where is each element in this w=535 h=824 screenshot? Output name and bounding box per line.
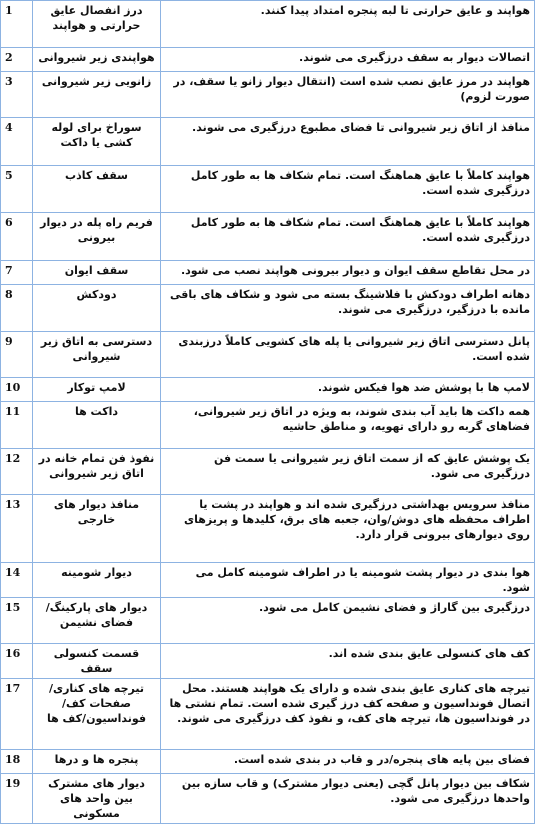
row-location: سقف ایوان bbox=[33, 261, 161, 285]
table-row bbox=[1, 378, 535, 402]
row-number: 16 bbox=[1, 644, 33, 679]
table-row bbox=[1, 213, 535, 261]
row-number: 9 bbox=[1, 332, 33, 378]
row-description: یک پوشش عایق که از سمت اتاق زیر شیروانی یا سمت فن درزگیری می شود. bbox=[161, 449, 535, 495]
row-location: فریم راه پله در دیوار بیرونی bbox=[33, 213, 161, 261]
row-description: هواپند کاملاً با عایق هماهنگ است. تمام شکاف ها به طور کامل درزگیری شده است. bbox=[161, 213, 535, 261]
table-row bbox=[1, 261, 535, 285]
table-body bbox=[1, 1, 535, 824]
row-description: اتصالات دیوار به سقف درزگیری می شوند. bbox=[161, 48, 535, 72]
row-description: در محل تقاطع سقف ایوان و دیوار بیرونی هواپند نصب می شود. bbox=[161, 261, 535, 285]
row-number: 18 bbox=[1, 750, 33, 774]
row-location: دودکش bbox=[33, 285, 161, 332]
row-number: 7 bbox=[1, 261, 33, 285]
row-location: داکت ها bbox=[33, 402, 161, 449]
row-number: 11 bbox=[1, 402, 33, 449]
table-row bbox=[1, 402, 535, 449]
row-number: 13 bbox=[1, 495, 33, 563]
table-row bbox=[1, 1, 535, 48]
table-row bbox=[1, 332, 535, 378]
row-number: 3 bbox=[1, 72, 33, 118]
row-location: دسترسی به اتاق زیر شیروانی bbox=[33, 332, 161, 378]
row-number: 17 bbox=[1, 679, 33, 750]
row-location: پنجره ها و درها bbox=[33, 750, 161, 774]
row-location: دیوار شومینه bbox=[33, 563, 161, 598]
row-description: هواپند و عایق حرارتی تا لبه پنجره امتداد پیدا کنند. bbox=[161, 1, 535, 48]
row-number: 1 bbox=[1, 1, 33, 48]
row-description: هواپند در مرز عایق نصب شده است (انتقال دیوار زانو یا سقف، در صورت لزوم) bbox=[161, 72, 535, 118]
row-description: هوا بندی در دیوار پشت شومینه یا در اطراف شومینه کامل می شود. bbox=[161, 563, 535, 598]
row-location: درز انفصال عایق حرارتی و هواپند bbox=[33, 1, 161, 48]
row-location: دیوار های مشترک بین واحد های مسکونی bbox=[33, 774, 161, 824]
table-row bbox=[1, 774, 535, 824]
row-number: 6 bbox=[1, 213, 33, 261]
row-number: 4 bbox=[1, 118, 33, 166]
row-number: 15 bbox=[1, 598, 33, 644]
row-location: زانویی زیر شیروانی bbox=[33, 72, 161, 118]
table-row bbox=[1, 285, 535, 332]
row-description: دهانه اطراف دودکش با فلاشینگ بسته می شود و شکاف های باقی مانده با درزگیر، درزگیری می شوند. bbox=[161, 285, 535, 332]
table-row bbox=[1, 750, 535, 774]
row-description: پانل دسترسی اتاق زیر شیروانی یا پله های کشویی کاملاً درزبندی شده است. bbox=[161, 332, 535, 378]
row-location: سوراخ برای لوله کشی یا داکت bbox=[33, 118, 161, 166]
row-location: لامپ توکار bbox=[33, 378, 161, 402]
row-location: قسمت کنسولی سقف bbox=[33, 644, 161, 679]
row-number: 10 bbox=[1, 378, 33, 402]
row-number: 2 bbox=[1, 48, 33, 72]
row-number: 5 bbox=[1, 166, 33, 213]
row-description: درزگیری بین گاراژ و فضای نشیمن کامل می شود. bbox=[161, 598, 535, 644]
row-number: 14 bbox=[1, 563, 33, 598]
row-number: 12 bbox=[1, 449, 33, 495]
table-row bbox=[1, 563, 535, 598]
row-description: فضای بین پایه های پنجره/در و قاب در بندی شده است. bbox=[161, 750, 535, 774]
row-number: 19 bbox=[1, 774, 33, 824]
row-description: کف های کنسولی عایق بندی شده اند. bbox=[161, 644, 535, 679]
table-row bbox=[1, 495, 535, 563]
table-row bbox=[1, 72, 535, 118]
row-location: تیرچه های کناری/صفحات کف/فونداسیون/کف ها bbox=[33, 679, 161, 750]
row-description: هواپند کاملاً با عایق هماهنگ است. تمام شکاف ها به طور کامل درزگیری شده است. bbox=[161, 166, 535, 213]
row-description: تیرچه های کناری عایق بندی شده و دارای یک هواپند هستند. محل اتصال فونداسیون و صفحه کف درز گیری شده است. تمام نشتی ها در فونداسیون ها، تیرچه های کف، و نفوذ کف درزگیری می شوند. bbox=[161, 679, 535, 750]
table-row bbox=[1, 644, 535, 679]
row-location: نفوذ فن تمام خانه در اتاق زیر شیروانی bbox=[33, 449, 161, 495]
row-description: منافذ از اتاق زیر شیروانی تا فضای مطبوع درزگیری می شوند. bbox=[161, 118, 535, 166]
table-row bbox=[1, 679, 535, 750]
row-description: شکاف بین دیوار پانل گچی (یعنی دیوار مشترک) و قاب سازه بین واحدها درزگیری می شود. bbox=[161, 774, 535, 824]
table-row bbox=[1, 118, 535, 166]
table-row bbox=[1, 598, 535, 644]
row-description: لامپ ها با پوشش ضد هوا فیکس شوند. bbox=[161, 378, 535, 402]
table-row bbox=[1, 48, 535, 72]
row-description: منافذ سرویس بهداشتی درزگیری شده اند و هواپند در پشت یا اطراف محفظه های دوش/وان، جعبه های برق، کلیدها و پریزهای روی دیوارهای بیرونی قرار دارد. bbox=[161, 495, 535, 563]
row-number: 8 bbox=[1, 285, 33, 332]
row-location: هواپندی زیر شیروانی bbox=[33, 48, 161, 72]
table-row bbox=[1, 449, 535, 495]
row-location: منافذ دیوار های خارجی bbox=[33, 495, 161, 563]
row-description: همه داکت ها باید آب بندی شوند، به ویژه در اتاق زیر شیروانی، فضاهای گربه رو دارای تهویه، و مناطق حاشیه bbox=[161, 402, 535, 449]
row-location: دیوار های پارکینگ/فضای نشیمن bbox=[33, 598, 161, 644]
row-location: سقف کاذب bbox=[33, 166, 161, 213]
table-row bbox=[1, 166, 535, 213]
